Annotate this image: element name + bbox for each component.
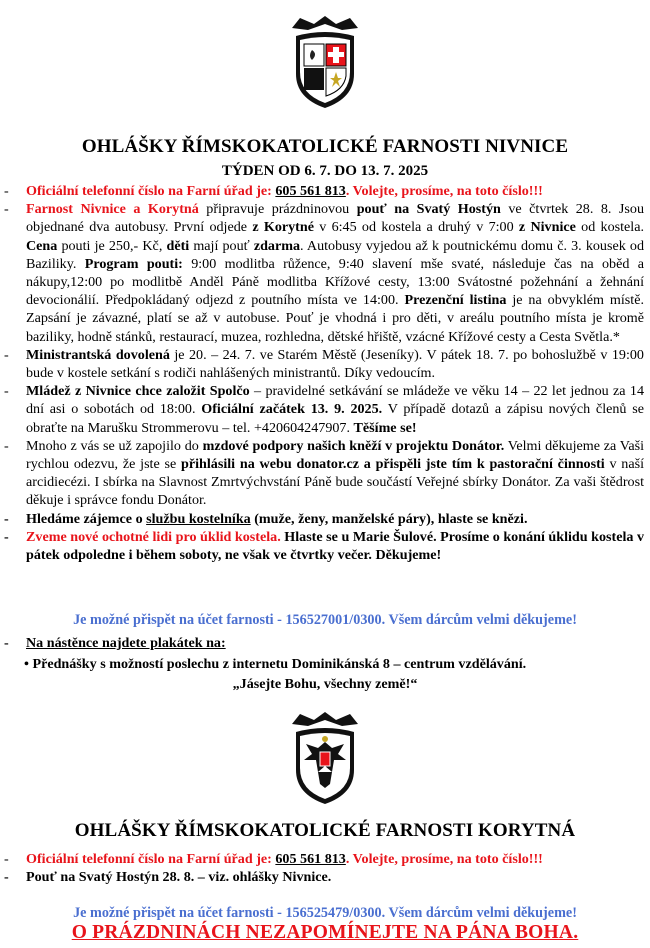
announcement-phone: - Oficiální telefonní číslo na Farní úřad je: 605 561 813. Volejte, prosíme, na toto číslo!!! bbox=[4, 183, 543, 199]
korytna-announcement-pilgrimage: - Pouť na Svatý Hostýn 28. 8. – viz. ohlášky Nivnice. bbox=[4, 869, 332, 886]
korytna-phone-number[interactable]: 605 561 813 bbox=[275, 851, 346, 867]
week-subtitle: TÝDEN OD 6. 7. DO 13. 7. 2025 bbox=[221, 163, 429, 179]
board-item: • Přednášky s možností poslechu z internetu Dominikánská 8 – centrum vzdělávání. bbox=[24, 656, 527, 672]
phone-number[interactable]: 605 561 813 bbox=[275, 183, 346, 199]
closing-message: O PRÁZDNINÁCH NEZAPOMÍNEJTE NA PÁNA BOHA. bbox=[71, 922, 579, 943]
announcement-sacristan: - Hledáme zájemce o službu kostelníka (muže, ženy, manželské páry), hlaste se knězi. bbox=[4, 510, 528, 527]
announcement-donator: - Mnoho z vás se už zapojilo do mzdové podpory našich kněží v projektu Donátor. Velmi děkujeme za Vaši rychlou odezvu, že jste se přihlásili na webu donator.cz a přispěli jste tím k pastorační činnosti v naší arcidiecézi. I sbírka na Slavnost Zmrtvýchvstání Páně bude součástí Veřejné sbírky Donátor. Za vaši štědrost děkuje i správce fondu Donátor. bbox=[4, 437, 644, 509]
korytna-support-note: Je možné přispět na účet farnosti - 156525479/0300. Všem dárcům velmi děkujeme! bbox=[73, 905, 577, 921]
board-quote: „Jásejte Bohu, všechny země!“ bbox=[232, 676, 418, 692]
nivnice-announcements bbox=[4, 182, 644, 564]
korytna-coat-of-arms bbox=[282, 710, 368, 806]
announcement-cleaning: - Zveme nové ochotné lidi pro úklid kostela. Hlaste se u Marie Šulové. Prosíme o konání úklidu kostela v pátek odpoledne i během soboty, ne však ve čtvrtky večer. Děkujeme! bbox=[4, 528, 644, 564]
korytna-title: OHLÁŠKY ŘÍMSKOKATOLICKÉ FARNOSTI KORYTNÁ bbox=[74, 820, 576, 841]
korytna-announcements bbox=[4, 850, 644, 886]
nivnice-title: OHLÁŠKY ŘÍMSKOKATOLICKÉ FARNOSTI NIVNICE bbox=[81, 136, 569, 157]
announcement-ministrants: - Ministrantská dovolená je 20. – 24. 7. ve Starém Městě (Jeseníky). V pátek 18. 7. po bohoslužbě v 19:00 bude v kostele setkání s rodiči nahlášených ministrantů. Díky vedoucím. bbox=[4, 346, 644, 382]
nivnice-support-note: Je možné přispět na účet farnosti - 156527001/0300. Všem dárcům velmi děkujeme! bbox=[73, 612, 577, 628]
announcement-youth: - Mládež z Nivnice chce založit Spolčo – pravidelné setkávání se mládeže ve věku 14 – 22 let jednou za 14 dní asi o sobotách od 18:00. Oficiální začátek 13. 9. 2025. V případě dotazů a zápisu nových členů se obraťte na Marušku Strommerovu – tel. +420604247907. Těšíme se! bbox=[4, 383, 644, 436]
announcement-pilgrimage: - Farnost Nivnice a Korytná připravuje prázdninovou pouť na Svatý Hostýn ve čtvrtek 28. 8. Jsou objednané dva autobusy. První odjede z Korytné v 6:45 od kostela a druhý v 7:00 z Nivnice od kostela. Cena pouti je 250,- Kč, děti mají pouť zdarma. Autobusy vyjedou až k poutnickému domu č. 3. kousek od Baziliky. Program pouti: 9:00 modlitba růžence, 9:40 slavení mše svaté, následuje čas na oběd a nákupy,12:00 po modlitbě Anděl Páně modlitba Křížové cesty, 13:00 Svátostné požehnání a žehnání devocionálií. Předpokládaný odjezd z poutního místa ve 14:00. Prezenční listina je na obvyklém místě. Zapsání je závazné, platí se až v autobuse. Pouť je vhodná i pro děti, v areálu poutního místa je kromě baziliky, hodně stánků, restaurací, muzea, rozhledna, dětské hřiště, vzácné Křížové cesty a Cesta Světla.* bbox=[4, 201, 644, 345]
board-heading: - Na nástěnce najdete plakátek na: bbox=[4, 635, 226, 651]
nivnice-coat-of-arms bbox=[282, 14, 368, 110]
korytna-announcement-phone: - Oficiální telefonní číslo na Farní úřad je: 605 561 813. Volejte, prosíme, na toto číslo!!! bbox=[4, 851, 543, 867]
